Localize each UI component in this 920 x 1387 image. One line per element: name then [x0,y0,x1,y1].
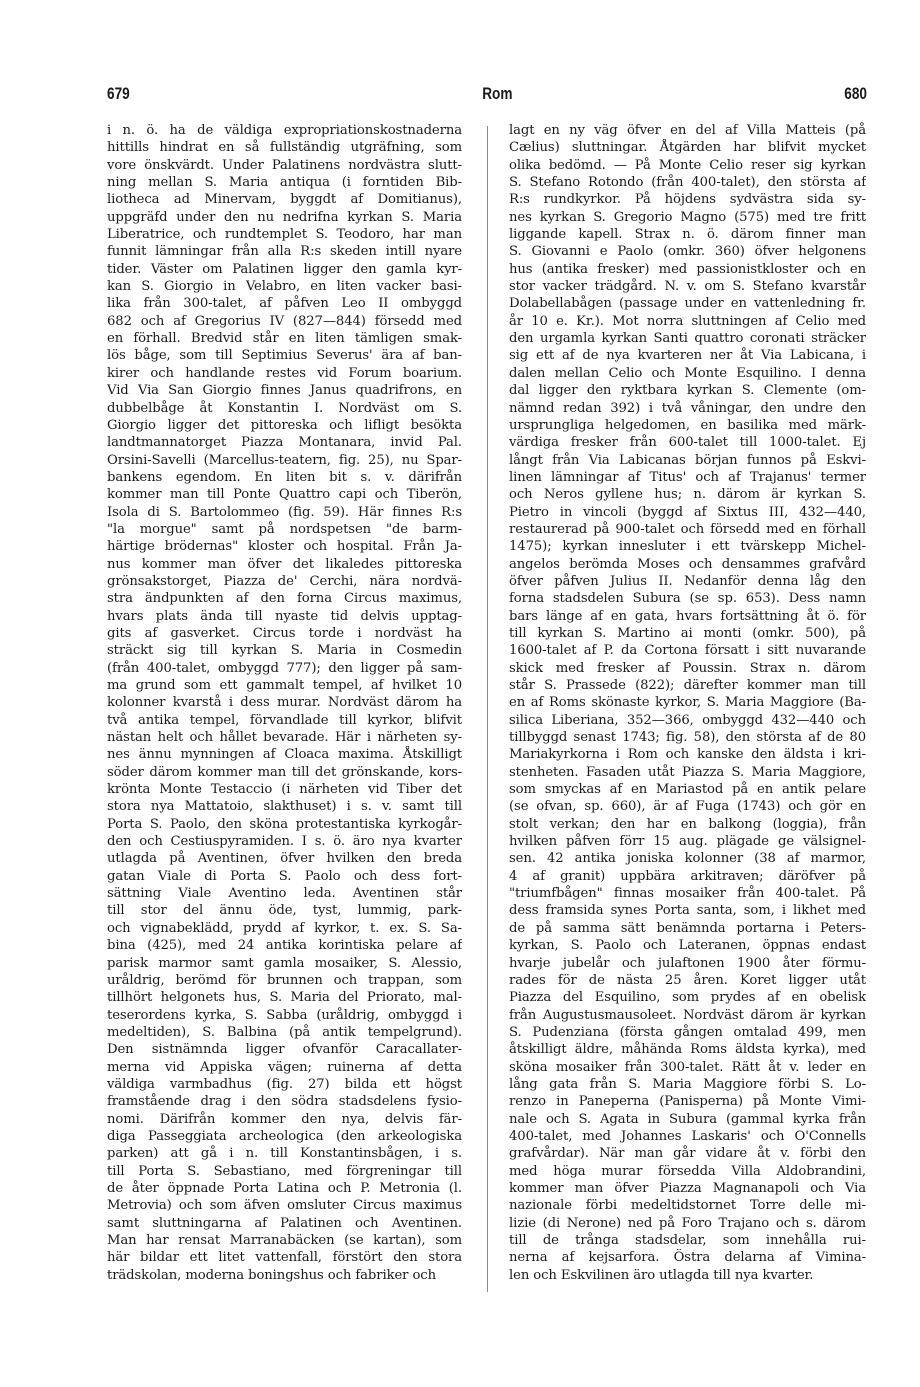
text-line: parken) att gå i n. till Konstantinsbågen, i s. [107,1146,462,1162]
text-line: lös båge, som till Septimius Severus' ära af ban- [107,348,462,364]
text-line: diga Passeggiata archeologica (den arkeologiska [107,1128,462,1144]
text-line: sig ett af de nya kvarteren ner åt Via Labicana, i [509,348,866,364]
text-line: utlagda på Aventinen, öfver hvilken den breda [107,851,462,867]
text-line: Piazza del Esquilino, som prydes af en obelisk [509,990,866,1006]
text-line: stra ändpunkten af den forna Circus maximus, [107,591,462,607]
text-line: olika bedömd. — På Monte Celio reser sig kyrkan [509,157,866,173]
text-line: medeltiden), S. Balbina (på antik tempelgrund). [107,1024,462,1040]
text-line: 1600-talet af P. da Cortona försatt i sitt nuvarande [509,643,866,659]
text-line: står S. Prassede (822); därefter kommer man till [509,678,866,693]
text-line: hus (antika fresker) med passionistkloster och en [509,261,866,277]
text-line: funnit lämningar från alla R:s skeden intill nyare [107,244,462,260]
text-line: nerna af kejsarfora. Östra delarna af Vimina- [509,1250,866,1266]
text-line: 682 och af Gregorius IV (827—844) försedd med [107,313,462,329]
text-line: len och Eskvilinen äro utlagda till nya kvarter. [509,1267,814,1283]
text-line: ning mellan S. Maria antiqua (i forntiden Bib- [107,175,462,191]
text-line: en af Roms skönaste kyrkor, S. Maria Maggiore (Ba- [509,695,866,711]
text-line: Giorgio ligger det pittoreska och lifligt besökta [107,417,462,433]
text-line: 4 af granit) uppbära arkitraven; däröfver på [509,868,866,884]
text-line: Isola di S. Bartolommeo (fig. 59). Här finnes R:s [107,504,462,520]
text-line: "triumfbågen" finnas mosaiker från 400-talet. På [509,886,866,902]
text-line: de på samma sätt benämnda portarna i Peters- [509,920,866,936]
text-line: tillhört helgonets hus, S. Maria del Priorato, mal- [107,990,462,1006]
text-line: S. Stefano Rotondo (från 400-talet), den största af [509,175,866,191]
text-line: linen lämningar af Titus' och af Trajanus' termer [509,469,866,485]
text-line: tillbyggd senast 1743; fig. 58), den största af de 80 [509,730,866,746]
text-line: härtige brödernas" kloster och hospital. Från Ja- [107,539,462,555]
text-line: krönta Monte Testaccio (i närheten vid Tiber det [107,782,462,798]
text-line: 400-talet, med Johannes Laskaris' och O'Connells [509,1128,866,1144]
text-line: grafvårdar). När man går vidare åt v. förbi den [509,1146,866,1162]
text-line: Liberatrice, och rundtemplet S. Teodoro, har man [107,227,462,243]
text-line: nale och S. Agata in Subura (gammal kyrka från [509,1111,866,1127]
text-line: nomi. Därifrån kommer den nya, delvis fär- [107,1111,462,1127]
text-line: nazionale förbi medeltidstornet Torre delle mi- [509,1198,866,1214]
text-line: uppgräfd under den nu nedrifna kyrkan S. Maria [107,209,462,225]
text-line: uråldrig, berömd för brunnen och trappan, som [107,972,462,988]
text-line: dal ligger den ryktbara kyrkan S. Clemente (om- [509,383,866,399]
text-line: S. Pudenziana (första gången omtalad 499, men [509,1024,866,1040]
text-line: hvarje jubelår och julaftonen 1900 åter förmu- [509,955,866,971]
text-line: till stor del ännu öde, tyst, lummig, park- [107,903,462,919]
text-line: värdiga fresker från 600-talet till 1000-talet. Ej [509,435,866,451]
text-line: stor vacker trädgård. N. v. om S. Stefano kvarstår [509,279,866,295]
text-line: lika från 300-talet, af påfven Leo II ombyggd [107,296,462,312]
text-line: den och Cestiuspyramiden. I s. ö. äro nya kvarter [107,834,462,850]
page-number-left: 679 [107,84,130,103]
text-line: till Porta S. Sebastiano, med förgreningar till [107,1163,462,1179]
text-line: vore önskvärdt. Under Palatinens nordvästra slutt- [107,157,462,173]
text-line: ursprungliga helgedomen, en basilika med märk- [509,417,866,433]
text-line: lizie (di Nerone) ned på Foro Trajano och s. därom [509,1215,866,1231]
text-line: skick med fresker af Poussin. Strax n. därom [509,660,866,676]
text-line: dess framsida synes Porta santa, som, i likhet med [509,903,866,919]
text-line: merna vid Appiska vägen; ruinerna af detta [107,1059,462,1075]
text-line: teserordens kyrka, S. Sabba (uråldrig, ombyggd i [107,1007,462,1023]
text-line: gits af gasverket. Circus torde i nordväst ha [107,625,462,641]
text-line: Man har rensat Marranabäcken (se kartan), som [107,1233,462,1248]
text-line: forna stadsdelen Subura (se sp. 653). Dess namn [509,591,866,607]
right-text-column [509,122,866,1284]
text-line: den urgamla kyrkan Santi quattro coronati sträcker [509,331,866,347]
text-line: renzo in Paneperna (Panisperna) på Monte Vimi- [509,1094,866,1110]
text-line: långt från Via Labicanas början funnos på Eskvi- [509,452,866,468]
text-line: år 10 e. Kr.). Mot norra sluttningen af Celio med [509,313,866,329]
text-line: nämnd redan 392) i två våningar, den undre den [509,400,866,416]
text-line: nus kommer man öfver det likaledes pittoreska [107,556,462,572]
running-title: Rom [482,84,513,103]
text-line: stenheten. Fasaden utåt Piazza S. Maria Maggiore, [509,764,866,780]
text-line: "la morgue" samt på nordspetsen "de barm- [107,521,462,537]
text-line: Pietro in vincoli (byggd af Sixtus III, 432—440, [509,504,866,520]
text-line: kan S. Giorgio in Velabro, en liten vacker basi- [107,279,462,295]
text-line: landtmannatorget Piazza Montanara, invid Pal. [107,435,462,451]
text-line: kommer man öfver Piazza Magnanapoli och Via [509,1180,866,1196]
text-line: parisk marmor samt gamla mosaiker, S. Alessio, [107,955,462,971]
text-line: grönsakstorget, Piazza de' Cerchi, nära nordvä- [107,573,462,589]
text-line: två antika tempel, förvandlade till kyrkor, blifvit [107,712,462,728]
text-line: angelos berömda Moses och densammes grafvård [509,556,866,572]
text-line: söder därom kommer man till det grönskande, kors- [107,764,462,780]
text-line: Porta S. Paolo, den sköna protestantiska kyrkogår- [107,816,462,832]
text-line: stora nya Mattatoio, slakthuset) i s. v. samt till [107,799,462,815]
text-line: dalen mellan Celio och Monte Esquilino. I denna [509,365,866,381]
text-line: i n. ö. ha de väldiga expropriationskostnaderna [107,123,462,138]
text-line: kyrkan, S. Paolo och Lateranen, öppnas endast [509,938,866,954]
text-line: öfver påfven Julius II. Nedanför denna låg den [509,573,866,589]
text-line: här bildar ett litet vattenfall, förstört den stora [107,1250,462,1266]
text-line: lagt en ny väg öfver en del af Villa Matteis (på [509,123,866,138]
text-line: (se ofvan, sp. 660), är af Fuga (1743) och gör en [509,799,866,815]
text-line: 1475); kyrkan innesluter i ett tvärskepp Michel- [509,539,866,555]
text-line: sättning Viale Aventino leda. Aventinen står [107,886,462,902]
text-line: sen. 42 antika joniska kolonner (38 af marmor, [509,851,866,867]
text-line: Vid Via San Giorgio finnes Janus quadrifrons, en [107,383,462,399]
text-line: trädskolan, moderna boningshus och fabriker och [107,1267,436,1283]
text-line: stolt verkan; den har en balkong (loggia), från [509,816,866,832]
text-line: samt sluttningarna af Palatinen och Aventinen. [107,1215,462,1231]
text-line: hvilken påfven förr 15 aug. plägade ge välsignel- [509,834,866,850]
text-line: kolonner kvarstå i dess murar. Nordväst därom ha [107,695,462,711]
text-line: kommer man till Ponte Quattro capi och Tiberön, [107,487,462,503]
text-line: S. Giovanni e Paolo (omkr. 360) öfver helgonens [509,244,866,260]
text-line: liotheca ad Minervam, byggdt af Domitianus), [107,192,462,208]
text-line: bina (425), med 24 antika korintiska pelare af [107,938,462,954]
text-line: till kyrkan S. Martino ai monti (omkr. 500), på [509,625,866,641]
page-number-right: 680 [844,84,867,103]
text-line: gatan Viale di Porta S. Paolo och dess fort- [107,868,462,884]
text-line: väldiga varmbadhus (fig. 27) bilda ett högst [107,1076,462,1092]
text-line: framstående drag i den södra stadsdelens fysio- [107,1094,462,1110]
text-line: som smyckas af en Mariastod på en antik pelare [509,782,866,798]
text-line: hittills hindrat en så fullständig utgräfning, som [107,140,462,156]
text-line: restaurerad på 900-talet och försedd med en förhall [509,521,866,537]
text-line: rades för de nästa 25 åren. Koret ligger utåt [509,972,866,988]
text-line: tider. Väster om Palatinen ligger den gamla kyr- [107,261,462,277]
text-line: silica Liberiana, 352—366, ombyggd 432—440 och [509,712,866,728]
text-line: nes kyrkan S. Gregorio Magno (575) med tre fritt [509,209,866,225]
text-line: bankens egendom. En liten bit s. v. därifrån [107,469,462,485]
text-line: och vignabeklädd, prydd af kyrkor, t. ex. S. Sa- [107,920,462,936]
text-line: en förhall. Bredvid står en liten tämligen smak- [107,331,462,347]
left-text-column [107,122,462,1284]
text-line: och Neros gyllene hus; n. därom är kyrkan S. [509,487,866,503]
text-line: Orsini-Savelli (Marcellus-teatern, fig. 25), nu Spar- [107,452,462,468]
text-line: åtskilligt äldre, måhända Roms äldsta kyrka), med [509,1042,866,1058]
text-line: (från 400-talet, ombyggd 777); den ligger på sam- [107,660,462,676]
text-line: bars länge af en gata, hvars fortsättning åt ö. för [509,608,866,624]
text-line: sträckt sig till kyrkan S. Maria in Cosmedin [107,643,462,659]
text-line: nes ännu mynningen af Cloaca maxima. Åtskilligt [107,747,462,763]
text-line: kirer och handlande restes vid Forum boarium. [107,365,462,381]
text-line: Mariakyrkorna i Rom och kanske den äldsta i kri- [509,747,866,763]
column-divider [487,126,488,1292]
text-line: Metrovia) och som äfven omsluter Circus maximus [107,1198,462,1214]
text-line: dubbelbåge åt Konstantin I. Nordväst om S. [107,400,462,416]
text-line: R:s rundkyrkor. På höjdens sydvästra sida sy- [509,192,866,208]
text-line: Cælius) sluttningar. Åtgärden har blifvit mycket [509,140,866,156]
text-line: med höga murar försedda Villa Aldobrandini, [509,1163,866,1179]
text-line: Dolabellabågen (passage under en vattenledning fr. [509,296,866,312]
text-line: hvars plats ända till nyaste tid delvis upptag- [107,608,462,624]
text-line: lång gata från S. Maria Maggiore förbi S. Lo- [509,1076,866,1092]
text-line: sköna mosaiker från 300-talet. Rätt åt v. leder en [509,1059,866,1075]
text-line: från Augustusmausoleet. Nordväst därom är kyrkan [509,1007,866,1023]
text-line: Den sistnämnda ligger ofvanför Caracallater- [107,1042,462,1058]
page-header [107,84,867,108]
text-line: ma grund som ett gammalt tempel, af hvilket 10 [107,678,462,693]
text-line: till de trånga stadsdelar, som innehålla rui- [509,1233,866,1248]
text-line: liggande kapell. Strax n. ö. därom finner man [509,227,866,243]
text-line: de åter öppnade Porta Latina och P. Metronia (l. [107,1180,462,1196]
text-line: nästan helt och hållet bevarade. Här i närheten sy- [107,730,462,746]
